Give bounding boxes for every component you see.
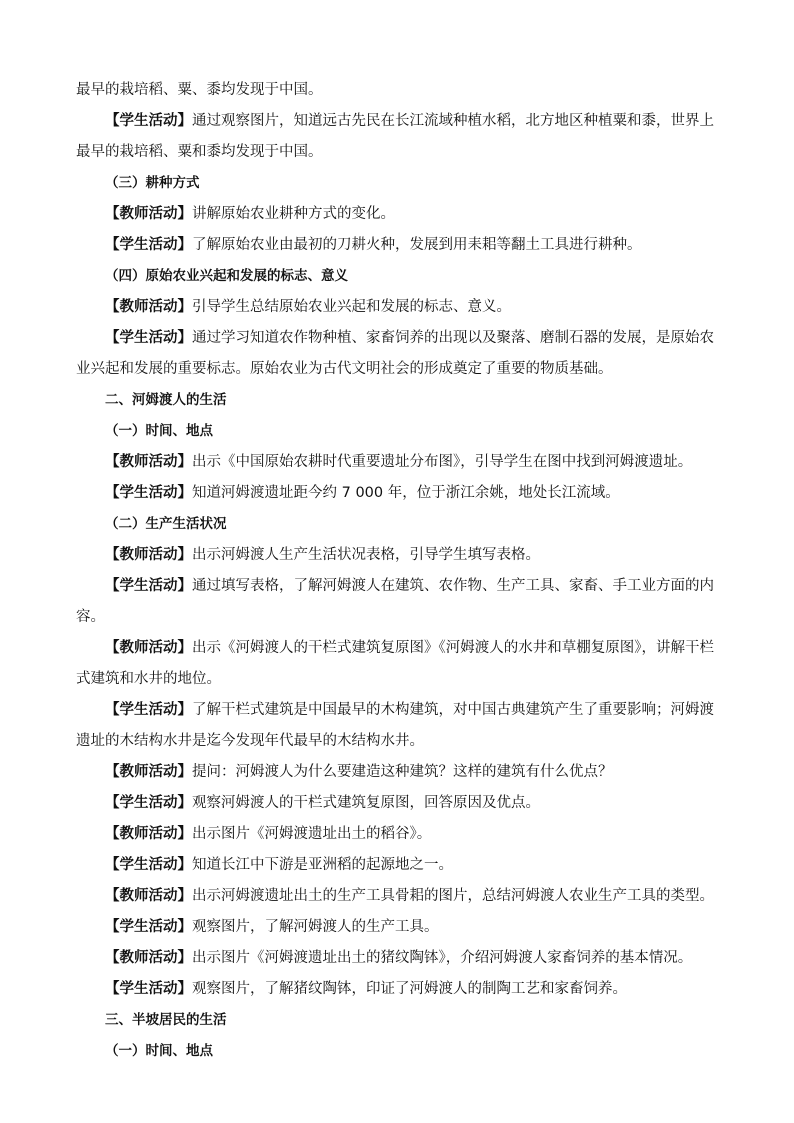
paragraph: 最早的栽培稻、粟、黍均发现于中国。 [76, 82, 323, 98]
section-heading: （三）耕种方式 [105, 175, 200, 191]
activity-tag: 【学生活动】 [105, 981, 192, 997]
paragraph-teacher-activity: 【教师活动】出示图片《河姆渡遗址出土的猪纹陶钵》，介绍河姆渡人家畜饲养的基本情况。 [105, 950, 693, 966]
paragraph-student-activity: 【学生活动】了解干栏式建筑是中国最早的木构建筑，对中国古典建筑产生了重要影响；河姆渡遗址的木结构水井是迄今发现年代最早的木结构水井。 [76, 702, 714, 749]
activity-tag: 【学生活动】 [105, 330, 192, 346]
paragraph-student-activity: 【学生活动】通过学习知道农作物种植、家畜饲养的出现以及聚落、磨制石器的发展，是原始农业兴起和发展的重要标志。原始农业为古代文明社会的形成奠定了重要的物质基础。 [76, 330, 714, 377]
activity-tag: 【教师活动】 [105, 826, 192, 842]
paragraph-teacher-activity: 【教师活动】出示河姆渡遗址出土的生产工具骨耜的图片，总结河姆渡人农业生产工具的类型。 [105, 888, 714, 904]
activity-tag: 【学生活动】 [105, 919, 192, 935]
paragraph-student-activity: 【学生活动】通过填写表格，了解河姆渡人在建筑、农作物、生产工具、家畜、手工业方面的内容。 [76, 578, 714, 625]
activity-tag: 【学生活动】 [105, 485, 192, 501]
activity-tag: 【教师活动】 [105, 454, 192, 470]
chapter-heading: 二、河姆渡人的生活 [105, 392, 227, 408]
activity-tag: 【教师活动】 [105, 888, 192, 904]
section-heading: （一）时间、地点 [105, 1043, 213, 1059]
paragraph-teacher-activity: 【教师活动】出示河姆渡人生产生活状况表格，引导学生填写表格。 [105, 547, 540, 563]
paragraph-teacher-activity: 【教师活动】出示《中国原始农耕时代重要遗址分布图》，引导学生在图中找到河姆渡遗址。 [105, 454, 693, 470]
paragraph-student-activity: 【学生活动】通过观察图片，知道远古先民在长江流域种植水稻，北方地区种植粟和黍，世界上最早的栽培稻、粟和黍均发现于中国。 [76, 113, 714, 160]
paragraph-student-activity: 【学生活动】观察河姆渡人的干栏式建筑复原图，回答原因及优点。 [105, 795, 540, 811]
activity-tag: 【学生活动】 [105, 113, 192, 129]
activity-tag: 【学生活动】 [105, 237, 192, 253]
paragraph-student-activity: 【学生活动】知道长江中下游是亚洲稻的起源地之一。 [105, 857, 453, 873]
activity-tag: 【教师活动】 [105, 206, 192, 222]
activity-tag: 【学生活动】 [105, 702, 192, 718]
activity-tag: 【教师活动】 [105, 547, 192, 563]
paragraph-teacher-activity: 【教师活动】出示《河姆渡人的干栏式建筑复原图》《河姆渡人的水井和草棚复原图》，讲解干栏式建筑和水井的地位。 [76, 640, 714, 687]
activity-tag: 【学生活动】 [105, 578, 192, 594]
section-heading: （一）时间、地点 [105, 423, 213, 439]
activity-tag: 【教师活动】 [105, 950, 192, 966]
activity-tag: 【教师活动】 [105, 640, 192, 656]
paragraph-student-activity: 【学生活动】观察图片，了解猪纹陶钵，印证了河姆渡人的制陶工艺和家畜饲养。 [105, 981, 627, 997]
paragraph-teacher-activity: 【教师活动】出示图片《河姆渡遗址出土的稻谷》。 [105, 826, 432, 842]
paragraph-teacher-activity: 【教师活动】提问：河姆渡人为什么要建造这种建筑？这样的建筑有什么优点？ [105, 764, 613, 780]
section-heading: （二）生产生活状况 [105, 516, 227, 532]
paragraph-student-activity: 【学生活动】观察图片，了解河姆渡人的生产工具。 [105, 919, 439, 935]
paragraph-student-activity: 【学生活动】了解原始农业由最初的刀耕火种，发展到用耒耜等翻土工具进行耕种。 [105, 237, 642, 253]
section-heading: （四）原始农业兴起和发展的标志、意义 [105, 268, 348, 284]
chapter-heading: 三、半坡居民的生活 [105, 1012, 227, 1028]
document-page [76, 75, 718, 1067]
paragraph-student-activity: 【学生活动】知道河姆渡遗址距今约 7 000 年，位于浙江余姚，地处长江流域。 [105, 485, 620, 501]
paragraph-teacher-activity: 【教师活动】引导学生总结原始农业兴起和发展的标志、意义。 [105, 299, 511, 315]
activity-tag: 【教师活动】 [105, 764, 192, 780]
activity-tag: 【学生活动】 [105, 795, 192, 811]
activity-tag: 【学生活动】 [105, 857, 192, 873]
paragraph-teacher-activity: 【教师活动】讲解原始农业耕种方式的变化。 [105, 206, 395, 222]
activity-tag: 【教师活动】 [105, 299, 192, 315]
